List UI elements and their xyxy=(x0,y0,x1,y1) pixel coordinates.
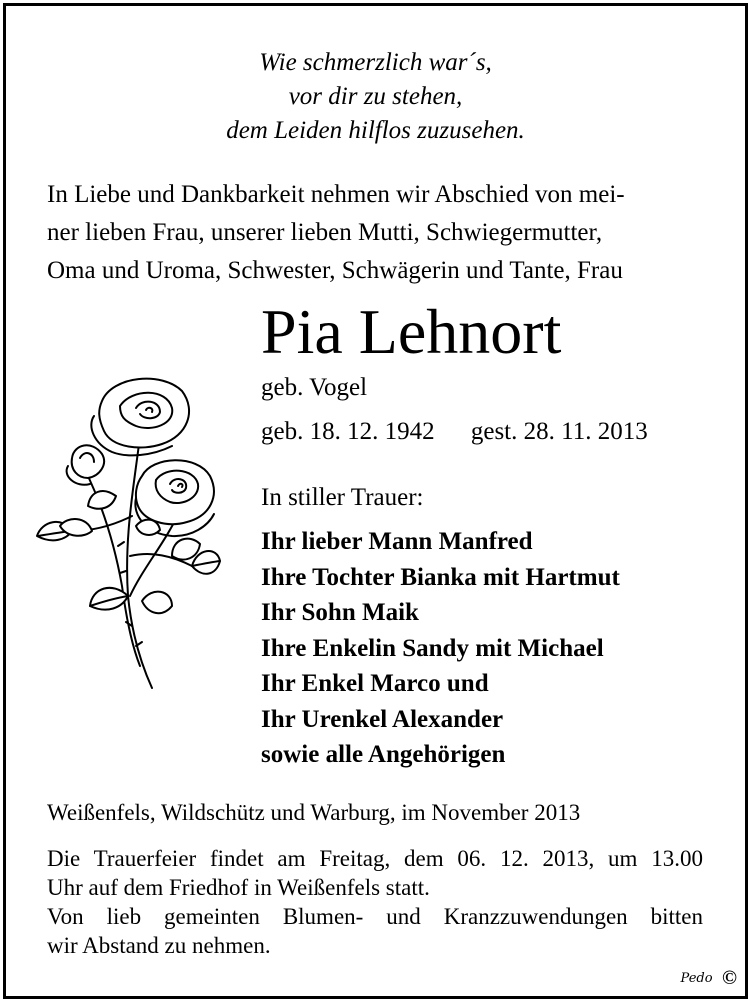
funeral-line: Uhr auf dem Friedhof in Weißenfels statt. xyxy=(47,875,430,900)
poem-line: dem Leiden hilflos zuzusehen. xyxy=(226,117,525,144)
list-item: Ihr Urenkel Alexander xyxy=(261,705,504,733)
funeral-line: Die Trauerfeier findet am Freitag, dem 06. 12. 2013, um 13.00 xyxy=(47,846,703,871)
list-item: Ihr lieber Mann Manfred xyxy=(261,528,533,555)
list-item: Ihr Sohn Maik xyxy=(261,599,419,626)
list-item: Ihre Tochter Bianka mit Hartmut xyxy=(261,563,620,591)
place-date: Weißenfels, Wildschütz und Warburg, im November 2013 xyxy=(47,800,581,825)
mourners-list xyxy=(261,524,620,773)
copyright-icon: © xyxy=(722,967,737,989)
copyright xyxy=(681,967,737,990)
designer-signature: Pedo xyxy=(680,970,713,986)
obituary-notice xyxy=(3,3,748,999)
mourning-label: In stiller Trauer: xyxy=(261,484,424,511)
intro-line: In Liebe und Dankbarkeit nehmen wir Abschied von mei- xyxy=(47,181,625,208)
intro-text xyxy=(47,176,707,290)
funeral-line: wir Abstand zu nehmen. xyxy=(47,933,271,958)
maiden-name: geb. Vogel xyxy=(261,374,368,401)
list-item: sowie alle Angehörigen xyxy=(261,741,506,768)
rose-icon xyxy=(32,366,222,696)
intro-line: ner lieben Frau, unserer lieben Mutti, Schwiegermutter, xyxy=(47,219,603,246)
poem-line: Wie schmerzlich war´s, xyxy=(259,49,492,76)
poem-line: vor dir zu stehen, xyxy=(288,83,463,110)
birth-date: geb. 18. 12. 1942 xyxy=(261,418,435,445)
list-item: Ihre Enkelin Sandy mit Michael xyxy=(261,634,604,662)
deceased-name: Pia Lehnort xyxy=(261,296,562,367)
intro-line: Oma und Uroma, Schwester, Schwägerin und Tante, Frau xyxy=(47,257,623,284)
funeral-info xyxy=(47,844,703,960)
death-date: gest. 28. 11. 2013 xyxy=(470,418,648,445)
list-item: Ihr Enkel Marco und xyxy=(261,670,489,697)
life-dates xyxy=(261,418,648,446)
poem xyxy=(6,46,745,148)
funeral-line: Von lieb gemeinten Blumen- und Kranzzuwendungen bitten xyxy=(47,904,703,929)
